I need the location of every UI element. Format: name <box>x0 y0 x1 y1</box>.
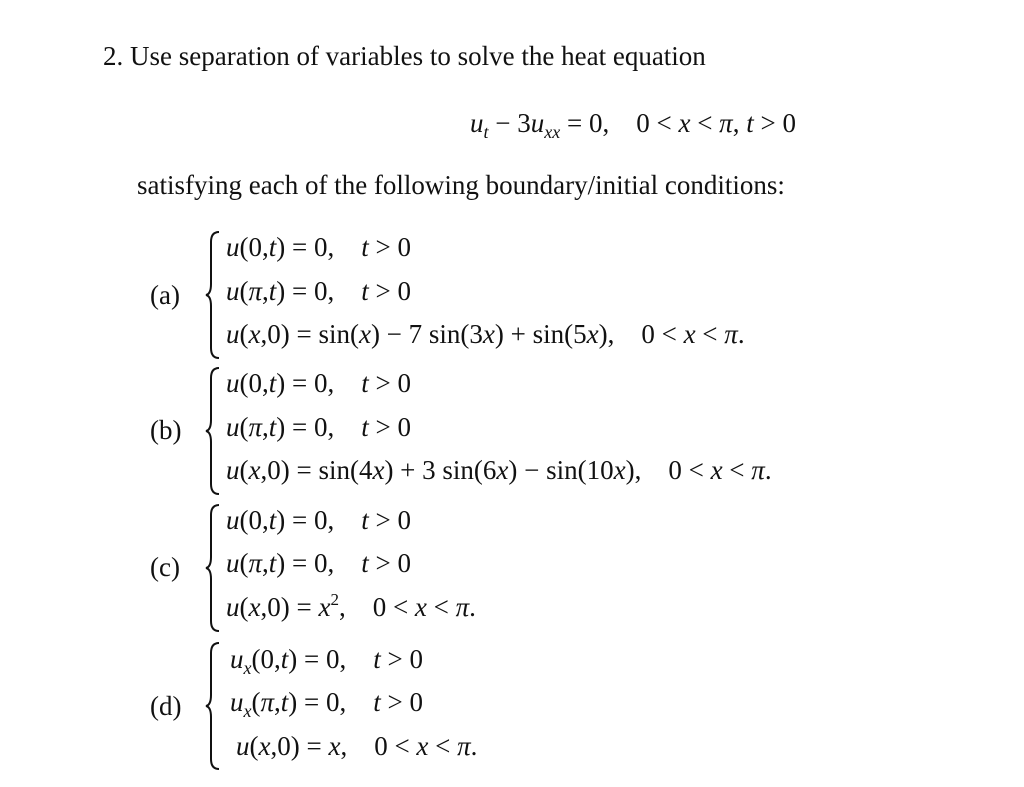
part-d-label: (d) <box>150 691 182 721</box>
part-c-line-2: u(π,t) = 0, t > 0 <box>226 548 412 578</box>
part-c-line-1: u(0,t) = 0, t > 0 <box>226 505 411 535</box>
part-c-brace <box>205 503 221 633</box>
part-a-line-1: u(0,t) = 0, t > 0 <box>226 232 411 262</box>
part-b-line-2: u(π,t) = 0, t > 0 <box>226 412 412 442</box>
part-a-label: (a) <box>150 280 180 310</box>
part-b-line-3: u(x,0) = sin(4x) + 3 sin(6x) − sin(10x), 0 < x < π. <box>226 455 772 485</box>
part-d-line-1: $u_x(0,t) = 0$, t > 0 <box>230 644 423 678</box>
part-c-label: (c) <box>150 552 180 582</box>
part-c-line-3: $u(x,0) = x^2$, 0 < x < π. <box>226 590 476 622</box>
part-d-line-3: u(x,0) = x, 0 < x < π. <box>236 731 478 761</box>
part-b-line-1: u(0,t) = 0, t > 0 <box>226 368 411 398</box>
part-b-label: (b) <box>150 415 182 445</box>
part-a-brace <box>205 230 221 360</box>
part-d-brace <box>205 641 221 771</box>
problem-statement: 2. Use separation of variables to solve the heat equation <box>103 41 706 71</box>
part-a-line-3: u(x,0) = sin(x) − 7 sin(3x) + sin(5x), 0 < x < π. <box>226 319 745 349</box>
heat-equation: $u_t - 3u_{xx} = 0$, 0 < x < π, t > 0 <box>470 108 796 142</box>
part-a-line-2: u(π,t) = 0, t > 0 <box>226 276 412 306</box>
part-b-brace <box>205 366 221 496</box>
conditions-intro: satisfying each of the following boundary/initial conditions: <box>137 170 785 200</box>
part-d-line-2: $u_x(\pi,t) = 0$, t > 0 <box>230 687 424 721</box>
